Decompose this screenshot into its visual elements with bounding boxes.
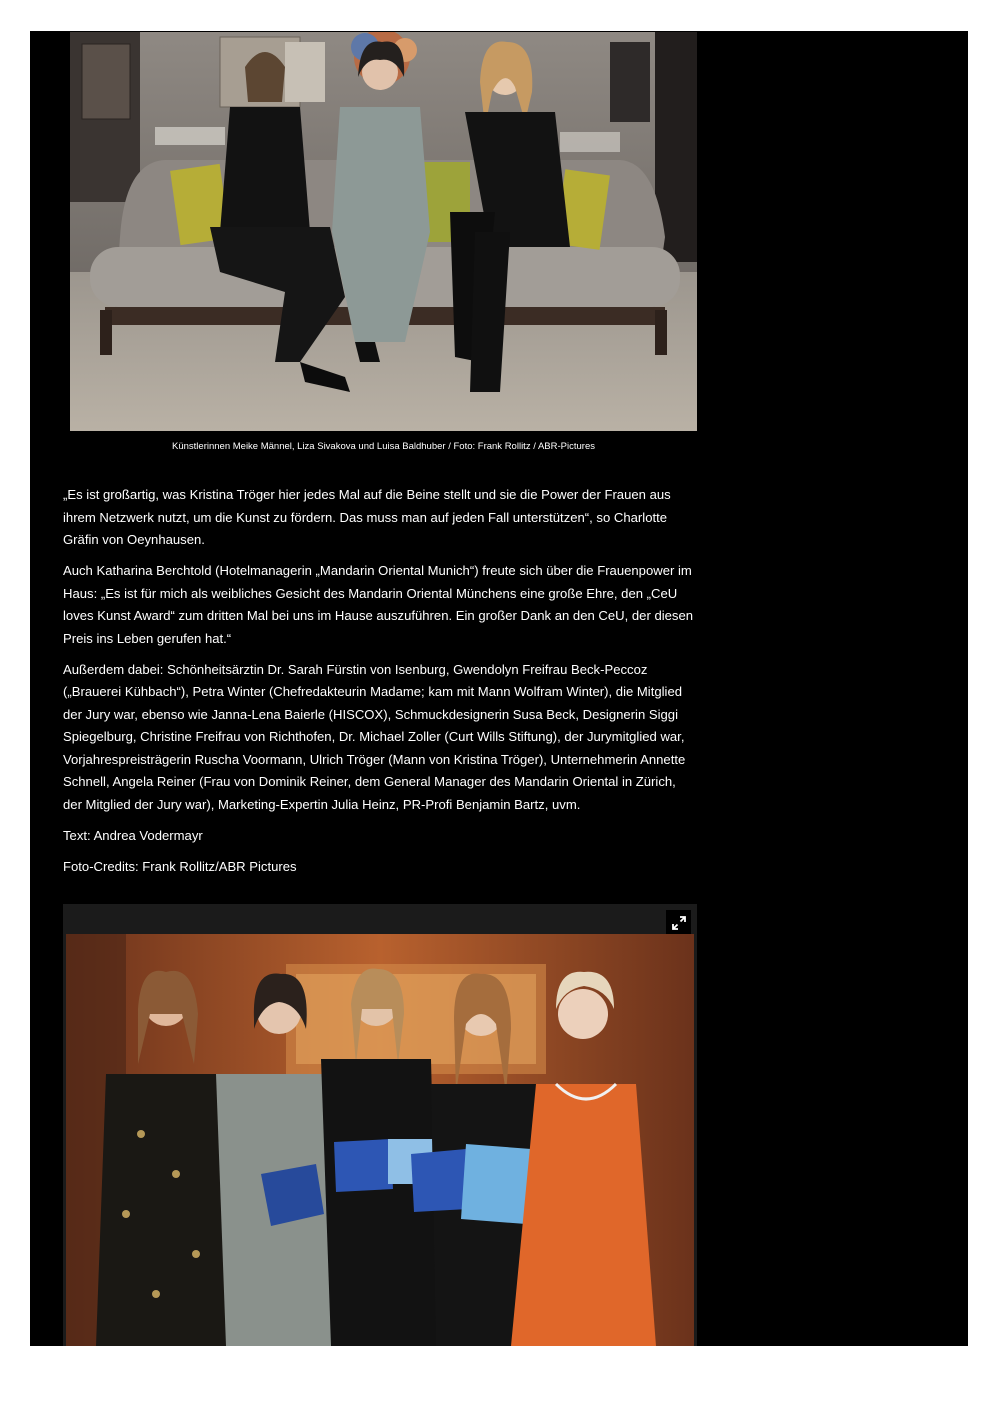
- image-gallery: [63, 904, 697, 1346]
- text-credit: Text: Andrea Vodermayr: [63, 827, 203, 843]
- article-frame: [30, 31, 968, 1346]
- paragraph-quote-berchtold: Auch Katharina Berchtold (Hotelmanagerin „Mandarin Oriental Munich“) freute sich über die Frauenpower im Haus: „Es ist für mich als weibliches Gesicht des Mandarin Oriental Münchens eine große Ehre, den „CeU loves Kunst Award“ zum dritten Mal bei uns im Hause auszuführen. Ein großer Dank an den CeU, der diesen Preis ins Leben gerufen hat.“: [63, 563, 694, 646]
- photo-credit: Foto-Credits: Frank Rollitz/ABR Pictures: [63, 858, 297, 874]
- photo-caption: Künstlerinnen Meike Männel, Liza Sivakova und Luisa Baldhuber / Foto: Frank Rollitz / ABR-Pictures: [172, 441, 595, 452]
- expand-icon: [672, 916, 686, 930]
- photo-award-group[interactable]: [66, 934, 694, 1346]
- paragraph-quote-oeynhausen: „Es ist großartig, was Kristina Tröger hier jedes Mal auf die Beine stellt und sie die Power der Frauen aus ihrem Netzwerk nutzt, um die Kunst zu fördern. Das muss man auf jeden Fall unterstützen“, so Charlotte Gräfin von Oeynhausen.: [63, 487, 671, 547]
- paragraph-guest-list: Außerdem dabei: Schönheitsärztin Dr. Sarah Fürstin von Isenburg, Gwendolyn Freifrau Beck-Peccoz („Brauerei Kühbach“), Petra Winter (Chefredakteurin Madame; kam mit Mann Wolfram Winter), die Mitglied der Jury war, ebenso wie Janna-Lena Baierle (HISCOX), Schmuckdesignerin Susa Beck, Designerin Siggi Spiegelburg, Christine Freifrau von Richthofen, Dr. Michael Zoller (Curt Wills Stiftung), der Jurymitglied war, Vorjahrespreisträgerin Ruscha Voormann, Ulrich Tröger (Mann von Kristina Tröger), Unternehmerin Annette Schnell, Angela Reiner (Frau von Dominik Reiner, dem General Manager des Mandarin Oriental in Zürich, der Mitglied der Jury war), Marketing-Expertin Julia Heinz, PR-Profi Benjamin Bartz, uvm.: [63, 661, 686, 812]
- photo-sofa-artists[interactable]: [70, 32, 697, 431]
- article-body: [63, 484, 697, 887]
- expand-button[interactable]: [666, 910, 691, 935]
